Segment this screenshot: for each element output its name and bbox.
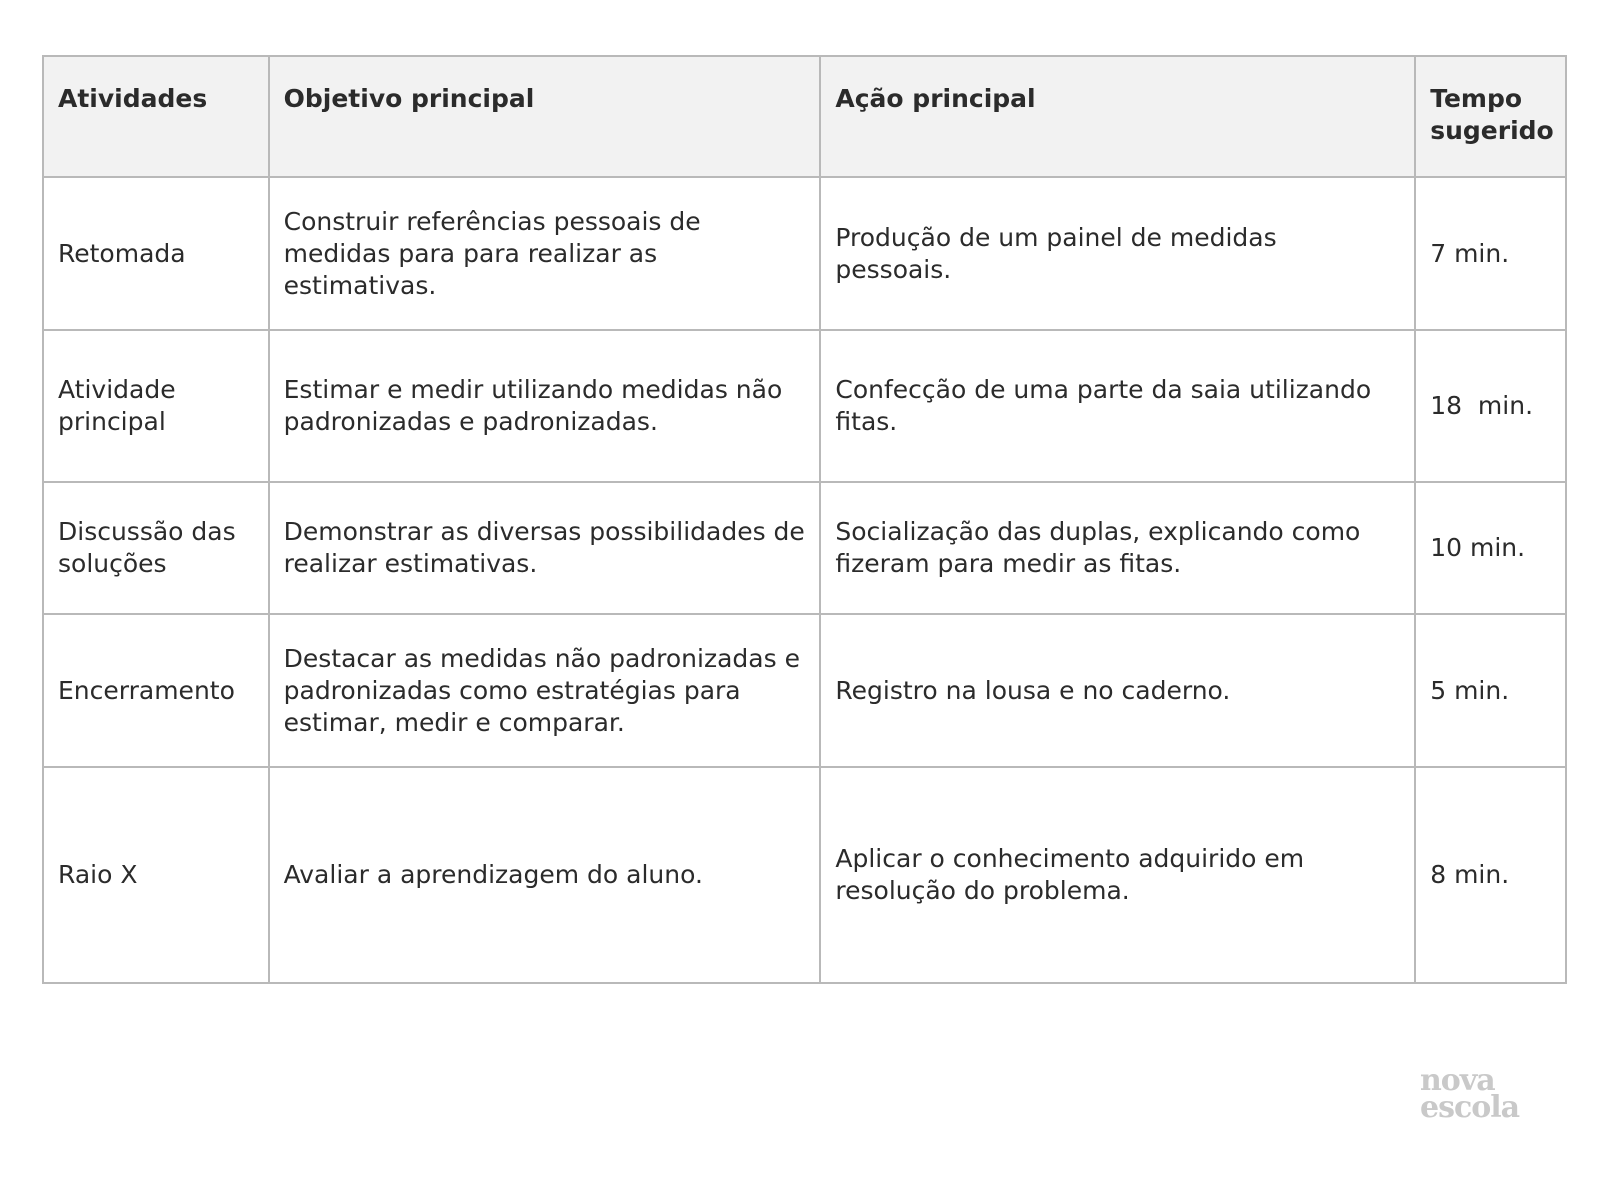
- cell-objetivo: Construir referências pessoais de medidas para para realizar as estimativas.: [269, 177, 821, 330]
- cell-objetivo: Demonstrar as diversas possibilidades de realizar estimativas.: [269, 482, 821, 614]
- header-atividades: Atividades: [43, 56, 269, 177]
- cell-objetivo: Estimar e medir utilizando medidas não padronizadas e padronizadas.: [269, 330, 821, 482]
- cell-acao: Socialização das duplas, explicando como fizeram para medir as fitas.: [820, 482, 1415, 614]
- cell-objetivo: Avaliar a aprendizagem do aluno.: [269, 767, 821, 983]
- header-tempo: Tempo sugerido: [1415, 56, 1566, 177]
- cell-acao: Aplicar o conhecimento adquirido em resolução do problema.: [820, 767, 1415, 983]
- cell-atividade: Encerramento: [43, 614, 269, 767]
- logo-line-escola: escola: [1420, 1090, 1520, 1125]
- cell-tempo: 8 min.: [1415, 767, 1566, 983]
- cell-atividade: Atividade principal: [43, 330, 269, 482]
- table-row: [43, 767, 1566, 983]
- cell-atividade: Raio X: [43, 767, 269, 983]
- cell-tempo: 7 min.: [1415, 177, 1566, 330]
- cell-tempo: 18 min.: [1415, 330, 1566, 482]
- cell-acao: Registro na lousa e no caderno.: [820, 614, 1415, 767]
- header-objetivo: Objetivo principal: [269, 56, 821, 177]
- cell-tempo: 5 min.: [1415, 614, 1566, 767]
- cell-tempo: 10 min.: [1415, 482, 1566, 614]
- cell-atividade: Retomada: [43, 177, 269, 330]
- cell-acao: Produção de um painel de medidas pessoais.: [820, 177, 1415, 330]
- cell-acao: Confecção de uma parte da saia utilizando fitas.: [820, 330, 1415, 482]
- table-header-row: [43, 56, 1566, 177]
- table-row: [43, 177, 1566, 330]
- cell-atividade: Discussão das soluções: [43, 482, 269, 614]
- table-row: [43, 482, 1566, 614]
- nova-escola-logo: [1420, 1063, 1540, 1125]
- table-row: [43, 614, 1566, 767]
- logo-line-nova: nova: [1420, 1063, 1495, 1098]
- lesson-plan-table: [42, 55, 1567, 984]
- header-acao: Ação principal: [820, 56, 1415, 177]
- table-row: [43, 330, 1566, 482]
- cell-objetivo: Destacar as medidas não padronizadas e padronizadas como estratégias para estimar, medir e comparar.: [269, 614, 821, 767]
